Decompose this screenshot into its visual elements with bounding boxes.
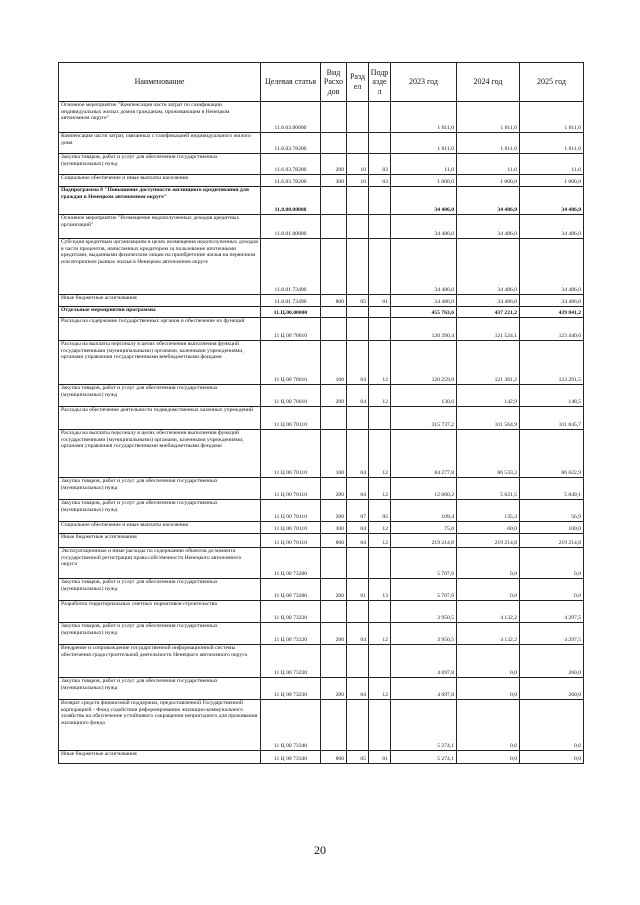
row-target-article-cell: 11 Ц 00 73220 xyxy=(261,623,321,645)
row-2023-cell: 3 950,5 xyxy=(391,601,457,623)
row-2023-cell: 34 486,0 xyxy=(391,187,457,215)
table-row xyxy=(59,751,584,764)
row-2025-cell: 123 440,0 xyxy=(520,318,584,341)
row-expense-type-cell xyxy=(321,601,347,623)
row-2024-cell: 437 221,2 xyxy=(457,307,520,318)
row-target-article-cell: 11 Ц 00 73200 xyxy=(261,579,321,601)
header-name: Наименование xyxy=(59,63,261,102)
row-section-cell xyxy=(347,318,369,341)
row-subsection-cell: 12 xyxy=(369,385,391,407)
row-2025-cell: 0,0 xyxy=(520,579,584,601)
row-name-cell: Разработка территориальных сметных нормативов строительства xyxy=(59,601,261,623)
table-row xyxy=(59,175,584,187)
row-2023-cell: 315 737,2 xyxy=(391,407,457,430)
row-expense-type-cell xyxy=(321,102,347,133)
table-row xyxy=(59,601,584,623)
row-name-cell: Субсидия кредитным организациям в целях возмещения недополученных доходов в части процентов, начисленных кредитором за пользование ипотечными кредитами, выданными физическим лицам на приобретение жилья на первичном или вторичном рынках жилья в Ненецком автономном округе xyxy=(59,239,261,295)
row-2023-cell: 4 697,8 xyxy=(391,678,457,700)
row-2024-cell: 121 381,2 xyxy=(457,341,520,385)
row-section-cell xyxy=(347,307,369,318)
row-2023-cell: 11,0 xyxy=(391,154,457,175)
row-2025-cell: 56,9 xyxy=(520,500,584,522)
row-target-article-cell: 11 Ц 00 70110 xyxy=(261,478,321,500)
row-section-cell xyxy=(347,102,369,133)
row-2025-cell: 1 011,0 xyxy=(520,133,584,154)
row-name-cell: Компенсация части затрат, связанных с газификацией индивидуального жилого дома xyxy=(59,133,261,154)
row-2024-cell: 1 000,0 xyxy=(457,175,520,187)
table-row xyxy=(59,187,584,215)
row-name-cell: Закупка товаров, работ и услуг для обеспечения государственных (муниципальных) нужд xyxy=(59,478,261,500)
row-target-article-cell: 11.8.01.73490 xyxy=(261,239,321,295)
row-subsection-cell: 12 xyxy=(369,522,391,534)
row-2025-cell: 260,0 xyxy=(520,645,584,678)
row-subsection-cell: 01 xyxy=(369,295,391,307)
row-2024-cell: 4 132,2 xyxy=(457,623,520,645)
row-target-article-cell: 11 Ц 00 73230 xyxy=(261,645,321,678)
row-subsection-cell xyxy=(369,215,391,239)
row-2023-cell: 5 707,6 xyxy=(391,579,457,601)
table-row xyxy=(59,341,584,385)
row-section-cell xyxy=(347,187,369,215)
row-2025-cell: 11,0 xyxy=(520,154,584,175)
row-target-article-cell: 11.8.01.73490 xyxy=(261,295,321,307)
table-row xyxy=(59,522,584,534)
row-expense-type-cell: 200 xyxy=(321,579,347,601)
row-expense-type-cell: 300 xyxy=(321,175,347,187)
row-subsection-cell xyxy=(369,307,391,318)
table-row xyxy=(59,385,584,407)
row-subsection-cell xyxy=(369,102,391,133)
row-name-cell: Закупка товаров, работ и услуг для обеспечения государственных (муниципальных) нужд xyxy=(59,579,261,601)
row-target-article-cell: 11 Ц 00 70110 xyxy=(261,430,321,478)
row-section-cell: 04 xyxy=(347,478,369,500)
row-2025-cell: 100,0 xyxy=(520,522,584,534)
row-target-article-cell: 11 Ц 00 73220 xyxy=(261,601,321,623)
row-2024-cell: 142,9 xyxy=(457,385,520,407)
row-section-cell: 04 xyxy=(347,623,369,645)
row-expense-type-cell xyxy=(321,187,347,215)
row-expense-type-cell: 100 xyxy=(321,341,347,385)
row-2023-cell: 120 390,4 xyxy=(391,318,457,341)
row-section-cell: 04 xyxy=(347,678,369,700)
row-2023-cell: 1 000,0 xyxy=(391,175,457,187)
row-expense-type-cell xyxy=(321,407,347,430)
row-subsection-cell xyxy=(369,187,391,215)
table-row xyxy=(59,407,584,430)
row-2023-cell: 12 060,2 xyxy=(391,478,457,500)
table-row xyxy=(59,154,584,175)
row-expense-type-cell xyxy=(321,133,347,154)
row-2024-cell: 34 486,0 xyxy=(457,239,520,295)
row-name-cell: Иные бюджетные ассигнования xyxy=(59,295,261,307)
row-section-cell: 05 xyxy=(347,295,369,307)
row-2025-cell: 34 486,0 xyxy=(520,239,584,295)
row-2024-cell: 1 011,0 xyxy=(457,102,520,133)
table-row xyxy=(59,430,584,478)
table-row xyxy=(59,548,584,579)
row-subsection-cell: 01 xyxy=(369,751,391,764)
row-name-cell: Иные бюджетные ассигнования xyxy=(59,751,261,764)
row-2023-cell: 455 763,6 xyxy=(391,307,457,318)
row-name-cell: Социальное обеспечение и иные выплаты населению xyxy=(59,175,261,187)
row-expense-type-cell xyxy=(321,215,347,239)
row-name-cell: Расходы на выплаты персоналу в целях обеспечения выполнения функций государственными (муниципальными) органами, казенными учреждениями, органами управления государственными внебюджетными фондами xyxy=(59,341,261,385)
row-section-cell xyxy=(347,215,369,239)
row-target-article-cell: 11 Ц 00 70010 xyxy=(261,341,321,385)
row-name-cell: Отдельные мероприятия программы xyxy=(59,307,261,318)
row-target-article-cell: 11 Ц 00 70110 xyxy=(261,407,321,430)
row-2025-cell: 34 486,0 xyxy=(520,295,584,307)
row-2024-cell: 121 524,1 xyxy=(457,318,520,341)
row-target-article-cell: 11 Ц 00 70110 xyxy=(261,522,321,534)
row-target-article-cell: 11 Ц 00 70010 xyxy=(261,318,321,341)
row-section-cell: 07 xyxy=(347,500,369,522)
row-2025-cell: 439 841,2 xyxy=(520,307,584,318)
row-subsection-cell xyxy=(369,700,391,751)
row-expense-type-cell xyxy=(321,645,347,678)
row-2025-cell: 5 849,1 xyxy=(520,478,584,500)
row-2024-cell: 60,0 xyxy=(457,522,520,534)
row-target-article-cell: 11 Ц 00 73340 xyxy=(261,751,321,764)
row-2025-cell: 86 622,9 xyxy=(520,430,584,478)
row-2024-cell: 0,0 xyxy=(457,579,520,601)
row-subsection-cell: 12 xyxy=(369,678,391,700)
row-name-cell: Подпрограмма 8 "Повышение доступности жилищного кредитования для граждан в Ненецком автономном округе" xyxy=(59,187,261,215)
row-section-cell xyxy=(347,239,369,295)
table-row xyxy=(59,500,584,522)
row-2025-cell: 1 000,0 xyxy=(520,175,584,187)
row-subsection-cell: 13 xyxy=(369,579,391,601)
row-2024-cell: 34 486,0 xyxy=(457,215,520,239)
row-2025-cell: 34 486,0 xyxy=(520,187,584,215)
row-target-article-cell: 11 Ц 00 73340 xyxy=(261,700,321,751)
table-row xyxy=(59,239,584,295)
row-expense-type-cell: 100 xyxy=(321,430,347,478)
row-2024-cell: 5 621,5 xyxy=(457,478,520,500)
row-subsection-cell: 12 xyxy=(369,341,391,385)
row-target-article-cell: 11.6.03.78200 xyxy=(261,175,321,187)
row-name-cell: Эксплуатационные и иные расходы по содержанию объектов до момента государственной регистрации права собственности Ненецкого автономного округа xyxy=(59,548,261,579)
row-target-article-cell: 11.6.03.78200 xyxy=(261,133,321,154)
table-row xyxy=(59,645,584,678)
row-section-cell: 05 xyxy=(347,751,369,764)
row-2024-cell: 0,0 xyxy=(457,548,520,579)
row-2024-cell: 4 132,2 xyxy=(457,601,520,623)
row-2024-cell: 0,0 xyxy=(457,700,520,751)
row-2023-cell: 84 277,8 xyxy=(391,430,457,478)
row-section-cell: 04 xyxy=(347,341,369,385)
row-target-article-cell: 11.8.00.00000 xyxy=(261,187,321,215)
header-expense-type: Вид Расхо дов xyxy=(321,63,347,102)
row-2025-cell: 260,0 xyxy=(520,678,584,700)
row-target-article-cell: 11.Ц.00.00000 xyxy=(261,307,321,318)
row-2024-cell: 311 564,9 xyxy=(457,407,520,430)
table-row xyxy=(59,700,584,751)
row-2023-cell: 219 214,8 xyxy=(391,534,457,548)
row-name-cell: Закупка товаров, работ и услуг для обеспечения государственных (муниципальных) нужд xyxy=(59,500,261,522)
row-expense-type-cell xyxy=(321,548,347,579)
row-target-article-cell: 11 Ц 00 70010 xyxy=(261,385,321,407)
table-row xyxy=(59,133,584,154)
row-2023-cell: 34 486,0 xyxy=(391,295,457,307)
table-row xyxy=(59,678,584,700)
row-expense-type-cell: 200 xyxy=(321,500,347,522)
page-number: 20 xyxy=(314,843,326,857)
row-subsection-cell xyxy=(369,407,391,430)
row-subsection-cell xyxy=(369,239,391,295)
row-subsection-cell: 03 xyxy=(369,175,391,187)
row-subsection-cell xyxy=(369,133,391,154)
row-name-cell: Закупка товаров, работ и услуг для обеспечения государственных (муниципальных) нужд xyxy=(59,678,261,700)
row-2024-cell: 34 486,0 xyxy=(457,187,520,215)
row-name-cell: Социальное обеспечение и иные выплаты населению xyxy=(59,522,261,534)
row-2024-cell: 1 011,0 xyxy=(457,133,520,154)
row-section-cell: 04 xyxy=(347,522,369,534)
table-row xyxy=(59,102,584,133)
table-body xyxy=(59,102,584,764)
row-expense-type-cell: 300 xyxy=(321,522,347,534)
row-target-article-cell: 11 Ц 00 70110 xyxy=(261,534,321,548)
row-expense-type-cell: 200 xyxy=(321,678,347,700)
row-2023-cell: 34 486,0 xyxy=(391,215,457,239)
row-target-article-cell: 11.6.03.00000 xyxy=(261,102,321,133)
row-section-cell xyxy=(347,407,369,430)
row-2025-cell: 4 297,5 xyxy=(520,623,584,645)
row-2025-cell: 148,5 xyxy=(520,385,584,407)
row-name-cell: Закупка товаров, работ и услуг для обеспечения государственных (муниципальных) нужд xyxy=(59,154,261,175)
row-2025-cell: 34 486,0 xyxy=(520,215,584,239)
row-section-cell: 04 xyxy=(347,430,369,478)
header-year-2025: 2025 год xyxy=(520,63,584,102)
row-expense-type-cell: 200 xyxy=(321,154,347,175)
row-expense-type-cell: 800 xyxy=(321,295,347,307)
row-target-article-cell: 11 Ц 00 70110 xyxy=(261,500,321,522)
row-2023-cell: 75,0 xyxy=(391,522,457,534)
row-2023-cell: 1 011,0 xyxy=(391,133,457,154)
row-2024-cell: 219 214,8 xyxy=(457,534,520,548)
row-2025-cell: 219 214,8 xyxy=(520,534,584,548)
row-2023-cell: 120 259,8 xyxy=(391,341,457,385)
row-subsection-cell: 12 xyxy=(369,623,391,645)
row-subsection-cell xyxy=(369,601,391,623)
row-2025-cell: 1 011,0 xyxy=(520,102,584,133)
budget-table-sheet xyxy=(58,62,583,764)
row-2024-cell: 11,0 xyxy=(457,154,520,175)
row-expense-type-cell xyxy=(321,239,347,295)
row-2024-cell: 86 533,3 xyxy=(457,430,520,478)
row-expense-type-cell xyxy=(321,307,347,318)
row-2023-cell: 1 011,0 xyxy=(391,102,457,133)
table-header-row xyxy=(59,63,584,102)
row-target-article-cell: 11 Ц 00 73230 xyxy=(261,678,321,700)
budget-table xyxy=(58,62,584,764)
row-2025-cell: 0,0 xyxy=(520,548,584,579)
row-subsection-cell: 03 xyxy=(369,154,391,175)
row-2023-cell: 4 697,8 xyxy=(391,645,457,678)
table-row xyxy=(59,478,584,500)
row-subsection-cell xyxy=(369,548,391,579)
row-2023-cell: 3 950,5 xyxy=(391,623,457,645)
header-section: Разд ел xyxy=(347,63,369,102)
row-expense-type-cell: 200 xyxy=(321,385,347,407)
row-section-cell xyxy=(347,133,369,154)
row-2023-cell: 5 707,6 xyxy=(391,548,457,579)
row-name-cell: Расходы на обеспечение деятельности подведомственных казенных учреждений xyxy=(59,407,261,430)
row-2025-cell: 0,0 xyxy=(520,700,584,751)
row-subsection-cell: 12 xyxy=(369,430,391,478)
row-2025-cell: 123 291,5 xyxy=(520,341,584,385)
row-name-cell: Расходы на содержание государственных органов и обеспечение их функций xyxy=(59,318,261,341)
table-row xyxy=(59,295,584,307)
row-expense-type-cell: 800 xyxy=(321,534,347,548)
row-expense-type-cell xyxy=(321,318,347,341)
header-year-2023: 2023 год xyxy=(391,63,457,102)
row-2023-cell: 5 274,1 xyxy=(391,700,457,751)
row-expense-type-cell: 200 xyxy=(321,623,347,645)
row-section-cell xyxy=(347,645,369,678)
table-row xyxy=(59,307,584,318)
row-target-article-cell: 11.6.03.78200 xyxy=(261,154,321,175)
row-2023-cell: 109,4 xyxy=(391,500,457,522)
row-name-cell: Основное мероприятие "Компенсация части затрат по газификации индивидуальных жилых домов гражданам, проживающим в Ненецком автономном округе" xyxy=(59,102,261,133)
row-section-cell: 04 xyxy=(347,534,369,548)
row-name-cell: Закупка товаров, работ и услуг для обеспечения государственных (муниципальных) нужд xyxy=(59,385,261,407)
table-row xyxy=(59,623,584,645)
row-expense-type-cell xyxy=(321,700,347,751)
row-name-cell: Внедрение и сопровождение государственной информационной системы обеспечения градостроительной деятельности Ненецкого автономного округа xyxy=(59,645,261,678)
row-subsection-cell xyxy=(369,645,391,678)
row-subsection-cell xyxy=(369,318,391,341)
row-2024-cell: 34 486,0 xyxy=(457,295,520,307)
row-section-cell: 10 xyxy=(347,175,369,187)
row-expense-type-cell: 800 xyxy=(321,751,347,764)
row-2023-cell: 130,6 xyxy=(391,385,457,407)
row-2023-cell: 34 486,0 xyxy=(391,239,457,295)
row-section-cell: 01 xyxy=(347,579,369,601)
row-2025-cell: 311 845,7 xyxy=(520,407,584,430)
row-subsection-cell: 05 xyxy=(369,500,391,522)
row-name-cell: Закупка товаров, работ и услуг для обеспечения государственных (муниципальных) нужд xyxy=(59,623,261,645)
row-2024-cell: 0,0 xyxy=(457,645,520,678)
table-row xyxy=(59,215,584,239)
header-year-2024: 2024 год xyxy=(457,63,520,102)
row-name-cell: Основное мероприятие "Возмещение недополученных доходов кредитных организаций" xyxy=(59,215,261,239)
row-2025-cell: 4 297,5 xyxy=(520,601,584,623)
row-subsection-cell: 12 xyxy=(369,534,391,548)
row-section-cell xyxy=(347,700,369,751)
row-expense-type-cell: 200 xyxy=(321,478,347,500)
row-target-article-cell: 11.8.01.00000 xyxy=(261,215,321,239)
row-2025-cell: 0,0 xyxy=(520,751,584,764)
row-section-cell xyxy=(347,548,369,579)
header-target-article: Целевая статья xyxy=(261,63,321,102)
row-section-cell xyxy=(347,601,369,623)
row-target-article-cell: 11 Ц 00 73200 xyxy=(261,548,321,579)
row-name-cell: Расходы на выплаты персоналу в целях обеспечения выполнения функций государственными (муниципальными) органами, казенными учреждениями, органами управления государственными внебюджетными фондами xyxy=(59,430,261,478)
row-2024-cell: 0,0 xyxy=(457,678,520,700)
row-2024-cell: 0,0 xyxy=(457,751,520,764)
row-subsection-cell: 12 xyxy=(369,478,391,500)
header-subsection: Подр азде л xyxy=(369,63,391,102)
table-row xyxy=(59,534,584,548)
table-row xyxy=(59,579,584,601)
row-name-cell: Возврат средств финансовой поддержки, предоставленной Государственной корпорацией - Фонд содействия реформированию жилищно-коммунального хозяйства на обеспечение устойчивого сокращения непригодного для проживания жилищного фонда xyxy=(59,700,261,751)
table-row xyxy=(59,318,584,341)
row-name-cell: Иные бюджетные ассигнования xyxy=(59,534,261,548)
row-section-cell: 04 xyxy=(347,385,369,407)
row-2023-cell: 5 274,1 xyxy=(391,751,457,764)
row-section-cell: 10 xyxy=(347,154,369,175)
row-2024-cell: 135,3 xyxy=(457,500,520,522)
